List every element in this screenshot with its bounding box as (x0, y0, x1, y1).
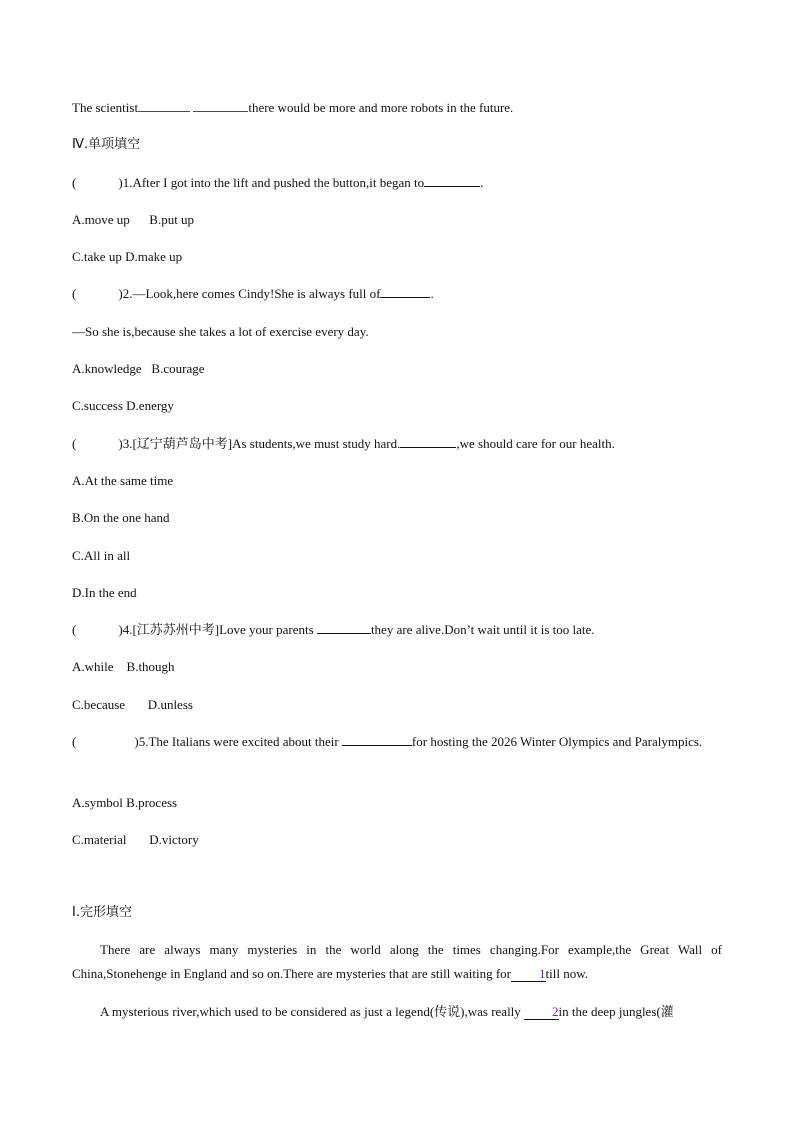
question-stem: 4.[江苏苏州中考]Love your parents (122, 622, 317, 638)
paragraph-text-end: till now. (545, 965, 588, 981)
question-5 (72, 730, 722, 791)
question-stem: 1.After I got into the lift and pushed the button,it began to (122, 174, 425, 190)
cloze-blank-2: 2 (524, 1005, 559, 1020)
paren-open: ( (72, 174, 77, 190)
options-line: A.knowledge B.courage (72, 361, 205, 377)
answer-blank (424, 172, 480, 187)
paren-open: ( (72, 435, 77, 451)
paragraph-text: A mysterious river,which used to be considered as just a legend(传说),was really (100, 1003, 525, 1019)
paren-close: ) (134, 734, 139, 750)
options-line: C.success D.energy (72, 398, 174, 414)
question-stem-end: . (480, 174, 484, 190)
paren-close: ) (118, 435, 123, 451)
paren-open: ( (72, 622, 77, 638)
cloze-paragraph-1 (72, 938, 722, 1000)
sentence-top-before: The scientist (72, 100, 139, 115)
question-3 (72, 432, 722, 469)
option-item: B.On the one hand (72, 510, 170, 526)
paren-close: ) (118, 174, 123, 190)
question-2 (72, 282, 722, 319)
paren-close: ) (118, 622, 123, 638)
cloze-paragraph-2 (72, 1000, 722, 1024)
section-heading-4: Ⅳ.单项填空 (72, 137, 141, 153)
section-spacer (72, 866, 722, 901)
question-stem: 3.[辽宁葫芦岛中考]As students,we must study hard. (122, 435, 401, 451)
paren-open: ( (72, 286, 77, 302)
answer-blank (400, 433, 456, 448)
option-item: C.All in all (72, 547, 131, 563)
cloze-blank-1: 1 (511, 967, 546, 982)
paren-open: ( (72, 734, 77, 750)
question-stem: 2.—Look,here comes Cindy!She is always full of (122, 286, 381, 302)
paren-close: ) (118, 286, 123, 302)
options-line: A.symbol B.process (72, 795, 178, 811)
question-stem: 5.The Italians were excited about their (138, 734, 342, 750)
options-line: A.move up B.put up (72, 211, 195, 227)
question-4 (72, 618, 722, 655)
question-stem-end: ,we should care for our health. (456, 435, 615, 451)
paragraph-text: There are always many mysteries in the world along the times changing.For example,the Great Wall of China,Stonehenge in England and so on.There are mysteries that are still waiting for (72, 941, 722, 981)
options-line: A.while B.though (72, 659, 175, 675)
sentence-top-after: there would be more and more robots in the future. (248, 100, 514, 115)
dialog-line: —So she is,because she takes a lot of exercise every day. (72, 323, 369, 339)
worksheet-page (72, 96, 722, 1024)
question-stem-end: they are alive.Don’t wait until it is too late. (370, 622, 595, 638)
answer-blank (138, 97, 190, 112)
options-line: C.because D.unless (72, 696, 193, 712)
paragraph-text-end: in the deep jungles(灌 (558, 1003, 674, 1019)
question-stem-end: . (430, 286, 434, 302)
section-heading-1: Ⅰ.完形填空 (72, 904, 132, 920)
option-item: D.In the end (72, 584, 137, 600)
answer-blank (342, 731, 412, 746)
answer-blank (380, 283, 430, 298)
answer-blank (317, 619, 371, 634)
options-line: C.take up D.make up (72, 249, 183, 265)
question-1 (72, 171, 722, 208)
question-stem-end: for hosting the 2026 Winter Olympics and Paralympics. (411, 734, 703, 750)
options-line: C.material D.victory (72, 832, 199, 848)
sentence-top (72, 96, 722, 133)
answer-blank (193, 97, 248, 112)
option-item: A.At the same time (72, 472, 174, 488)
